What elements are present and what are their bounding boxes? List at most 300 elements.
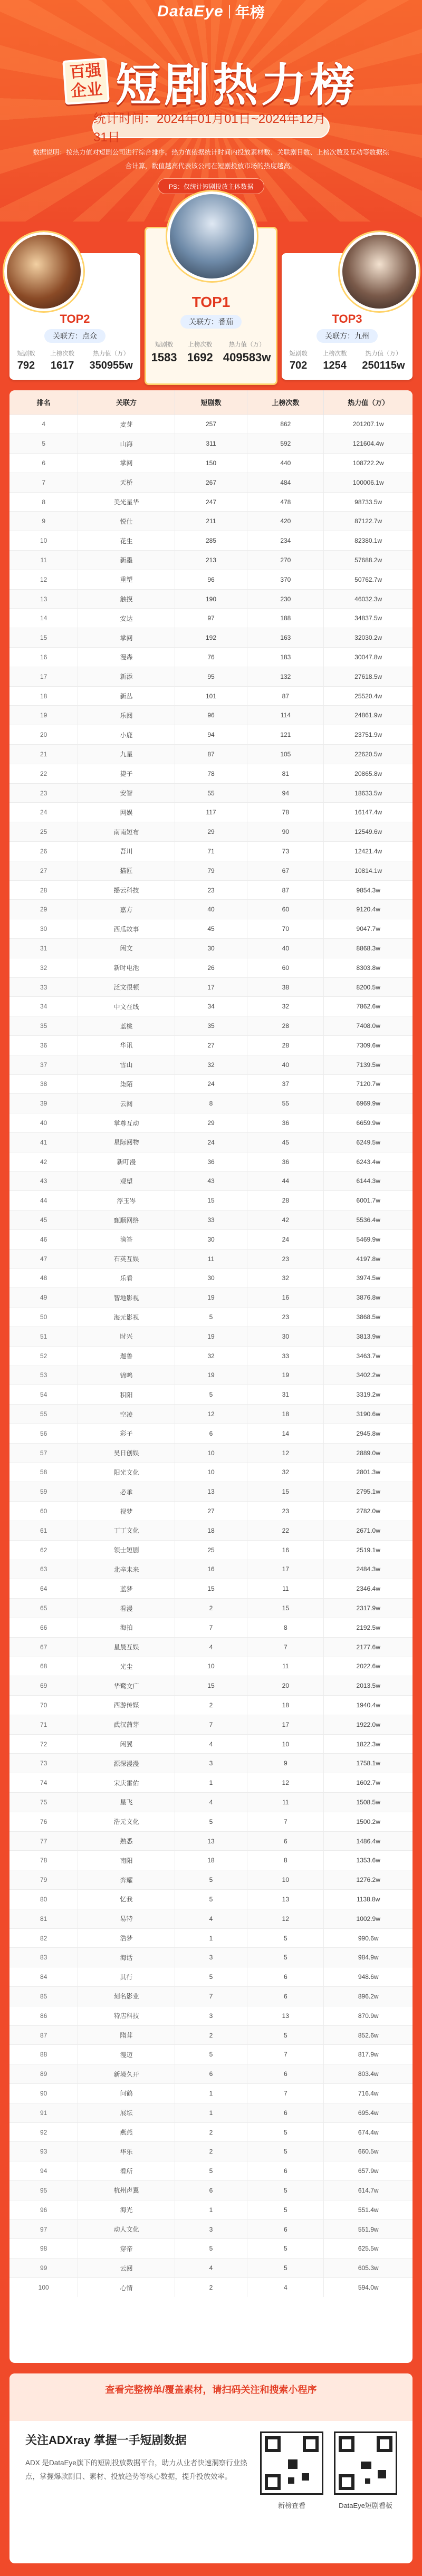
cell-ranks: 440 (247, 454, 324, 473)
cell-ranks: 230 (247, 589, 324, 609)
cell-dramas: 24 (175, 1074, 247, 1094)
cell-rank: 99 (9, 2258, 78, 2278)
cell-dramas: 10 (175, 1443, 247, 1463)
cell-company: 掌阅 (78, 628, 175, 648)
table-row (9, 2142, 413, 2161)
cell-rank: 10 (9, 531, 78, 551)
cell-heat: 34837.5w (324, 609, 413, 628)
table-row (9, 1676, 413, 1696)
cell-company: 天桥 (78, 473, 175, 492)
cell-company: 视梦 (78, 1502, 175, 1521)
cell-company: 海话 (78, 1948, 175, 1967)
cell-rank: 39 (9, 1094, 78, 1113)
cell-dramas: 213 (175, 551, 247, 570)
cell-ranks: 16 (247, 1288, 324, 1308)
cell-rank: 68 (9, 1657, 78, 1676)
cell-rank: 45 (9, 1210, 78, 1230)
cell-company: 闲文 (78, 939, 175, 958)
cell-heat: 594.0w (324, 2278, 413, 2298)
cell-heat: 605.3w (324, 2258, 413, 2278)
cell-heat: 990.6w (324, 1928, 413, 1948)
cell-dramas: 1 (175, 1773, 247, 1793)
cell-company: 西瓜故事 (78, 919, 175, 939)
cell-company: 彩子 (78, 1424, 175, 1443)
cell-rank: 26 (9, 842, 78, 861)
cell-heat: 57688.2w (324, 551, 413, 570)
cell-dramas: 1 (175, 2103, 247, 2122)
top1-stats (146, 340, 276, 364)
cell-company: 易特 (78, 1909, 175, 1928)
cell-ranks: 114 (247, 706, 324, 725)
cell-dramas: 33 (175, 1210, 247, 1230)
cell-company: 浩元文化 (78, 1812, 175, 1831)
cell-heat: 12421.4w (324, 842, 413, 861)
table-row (9, 1074, 413, 1094)
cell-dramas: 30 (175, 939, 247, 958)
cell-rank: 85 (9, 1987, 78, 2006)
cell-ranks: 28 (247, 1191, 324, 1210)
cell-company: 隋茸 (78, 2025, 175, 2045)
cell-company: 忆我 (78, 1890, 175, 1909)
cell-dramas: 16 (175, 1560, 247, 1579)
cell-dramas: 79 (175, 861, 247, 880)
cell-company: 观望 (78, 1171, 175, 1191)
cell-rank: 17 (9, 667, 78, 686)
cell-company: 柒陌 (78, 1074, 175, 1094)
cell-rank: 63 (9, 1560, 78, 1579)
cell-heat: 1002.9w (324, 1909, 413, 1928)
cell-ranks: 592 (247, 434, 324, 454)
cell-ranks: 14 (247, 1424, 324, 1443)
cell-company: 华乐 (78, 2142, 175, 2161)
table-row (9, 880, 413, 900)
cell-dramas: 11 (175, 1249, 247, 1268)
cell-ranks: 13 (247, 1890, 324, 1909)
cell-rank: 19 (9, 706, 78, 725)
cell-ranks: 234 (247, 531, 324, 551)
cell-company: 泛文很顿 (78, 977, 175, 997)
cell-ranks: 60 (247, 958, 324, 977)
cell-company: 花生 (78, 531, 175, 551)
cell-rank: 49 (9, 1288, 78, 1308)
cell-company: 心情 (78, 2278, 175, 2298)
top2-stats (9, 349, 140, 372)
cell-ranks: 478 (247, 492, 324, 512)
cell-heat: 1138.8w (324, 1890, 413, 1909)
table-header-row (9, 390, 413, 415)
qr2-caption: DataEye短剧看板 (339, 2502, 392, 2510)
cell-ranks: 44 (247, 1171, 324, 1191)
cell-ranks: 270 (247, 551, 324, 570)
top1-company-name: 番茄 (218, 318, 233, 326)
cell-company: 安智 (78, 783, 175, 803)
cell-heat: 2192.5w (324, 1618, 413, 1637)
cell-ranks: 6 (247, 1831, 324, 1851)
table-row (9, 2025, 413, 2045)
cell-rank: 27 (9, 861, 78, 880)
cell-rank: 29 (9, 900, 78, 919)
cell-ranks: 6 (247, 2064, 324, 2084)
table-row (9, 1909, 413, 1928)
cell-heat: 82380.1w (324, 531, 413, 551)
table-row (9, 1113, 413, 1133)
top2-company (44, 329, 106, 343)
brand-tag: 年榜 (235, 4, 265, 21)
cell-ranks: 67 (247, 861, 324, 880)
cell-ranks: 94 (247, 783, 324, 803)
brand-separator (229, 5, 230, 18)
cell-heat: 716.4w (324, 2084, 413, 2103)
cell-heat: 5469.9w (324, 1229, 413, 1249)
cell-rank: 94 (9, 2161, 78, 2181)
cell-company: 漫森 (78, 648, 175, 667)
footer-strip-text: 查看完整榜单/覆盖素材，请扫码关注和搜索小程序 (105, 2385, 317, 2395)
cell-heat: 2889.0w (324, 1443, 413, 1463)
cell-heat: 2671.0w (324, 1521, 413, 1540)
cell-ranks: 55 (247, 1094, 324, 1113)
cell-company: 漫迈 (78, 2045, 175, 2064)
cell-company: 星际阅物 (78, 1132, 175, 1152)
cell-dramas: 55 (175, 783, 247, 803)
cell-heat: 23751.9w (324, 725, 413, 745)
cell-rank: 11 (9, 551, 78, 570)
table-row (9, 1210, 413, 1230)
cell-heat: 201207.1w (324, 415, 413, 434)
top3-ranks-value: 1254 (323, 360, 347, 371)
cell-company: 嘉方 (78, 900, 175, 919)
top2-ranks-value: 1617 (50, 360, 74, 371)
cell-dramas: 29 (175, 1113, 247, 1133)
cell-heat: 657.9w (324, 2161, 413, 2181)
cell-dramas: 3 (175, 2219, 247, 2239)
cell-company: 宋庆雷佑 (78, 1773, 175, 1793)
cell-ranks: 40 (247, 1055, 324, 1074)
cell-ranks: 42 (247, 1210, 324, 1230)
cell-ranks: 183 (247, 648, 324, 667)
cell-rank: 72 (9, 1734, 78, 1754)
cell-company: 蓝梦 (78, 1579, 175, 1599)
cell-dramas: 13 (175, 1831, 247, 1851)
cell-ranks: 6 (247, 2161, 324, 2181)
cell-heat: 3974.5w (324, 1268, 413, 1288)
cell-dramas: 7 (175, 1987, 247, 2006)
cell-ranks: 17 (247, 1715, 324, 1734)
cell-company: 海元影视 (78, 1308, 175, 1327)
cell-ranks: 31 (247, 1385, 324, 1405)
cell-company: 南阳 (78, 1851, 175, 1870)
top3-dramas-value: 702 (289, 360, 308, 371)
cell-dramas: 2 (175, 2122, 247, 2142)
cell-dramas: 87 (175, 745, 247, 764)
cell-dramas: 6 (175, 2064, 247, 2084)
cell-company: 石英互娱 (78, 1249, 175, 1268)
cell-ranks: 38 (247, 977, 324, 997)
top1-heat-value: 409583w (223, 351, 271, 364)
cell-heat: 2795.1w (324, 1482, 413, 1502)
cell-ranks: 20 (247, 1676, 324, 1696)
cell-dramas: 24 (175, 1132, 247, 1152)
cell-heat: 2013.5w (324, 1676, 413, 1696)
cell-company: 阳光文化 (78, 1463, 175, 1482)
table-row (9, 1579, 413, 1599)
table-row (9, 958, 413, 977)
cell-heat: 22620.5w (324, 745, 413, 764)
cell-rank: 42 (9, 1152, 78, 1171)
cell-rank: 21 (9, 745, 78, 764)
cell-company: 浩梦 (78, 1928, 175, 1948)
cell-ranks: 10 (247, 1870, 324, 1890)
table-row (9, 1773, 413, 1793)
table-row (9, 1405, 413, 1424)
table-row (9, 861, 413, 880)
cell-ranks: 37 (247, 1074, 324, 1094)
cell-company: 中文在线 (78, 997, 175, 1016)
cell-heat: 32030.2w (324, 628, 413, 648)
cell-company: 展坛 (78, 2103, 175, 2122)
cell-dramas: 26 (175, 958, 247, 977)
table-row (9, 570, 413, 589)
cell-rank: 81 (9, 1909, 78, 1928)
top2-heat-label: 热力值（万） (93, 351, 130, 357)
cell-company: 华讯 (78, 1036, 175, 1055)
top3-poster (340, 232, 419, 311)
top2-rank-label: TOP2 (60, 312, 90, 325)
cell-rank: 71 (9, 1715, 78, 1734)
qr-icon (334, 2431, 397, 2495)
title-main: 短剧热力榜 (116, 60, 358, 111)
cell-company: 云阅 (78, 1094, 175, 1113)
cell-ranks: 30 (247, 1327, 324, 1346)
cell-rank: 91 (9, 2103, 78, 2122)
cell-heat: 660.5w (324, 2142, 413, 2161)
top3-ranks-label: 上榜次数 (322, 351, 347, 357)
header-company: 关联方 (78, 390, 175, 415)
cell-heat: 3868.5w (324, 1308, 413, 1327)
table-row (9, 2084, 413, 2103)
cell-company: 迦鲁 (78, 1346, 175, 1366)
cell-ranks: 15 (247, 1599, 324, 1618)
cell-ranks: 12 (247, 1773, 324, 1793)
cell-dramas: 76 (175, 648, 247, 667)
cell-heat: 2782.0w (324, 1502, 413, 1521)
cell-heat: 10814.1w (324, 861, 413, 880)
cell-ranks: 8 (247, 1851, 324, 1870)
cell-company: 安达 (78, 609, 175, 628)
cell-heat: 551.9w (324, 2219, 413, 2239)
table-row (9, 1268, 413, 1288)
cell-rank: 16 (9, 648, 78, 667)
top2-company-prefix: 关联方： (53, 332, 82, 340)
cell-heat: 1508.5w (324, 1793, 413, 1812)
cell-dramas: 3 (175, 1754, 247, 1773)
cell-heat: 2945.8w (324, 1424, 413, 1443)
table-row (9, 725, 413, 745)
top1-rank-label: TOP1 (191, 294, 231, 310)
cell-heat: 1758.1w (324, 1754, 413, 1773)
cell-heat: 1276.2w (324, 1870, 413, 1890)
cell-rank: 31 (9, 939, 78, 958)
cell-rank: 44 (9, 1191, 78, 1210)
cell-rank: 7 (9, 473, 78, 492)
cell-dramas: 19 (175, 1288, 247, 1308)
footer-card (9, 2373, 413, 2563)
cell-ranks: 5 (247, 2142, 324, 2161)
cell-rank: 8 (9, 492, 78, 512)
cell-rank: 52 (9, 1346, 78, 1366)
top3-company-prefix: 关联方： (325, 332, 354, 340)
cell-rank: 55 (9, 1405, 78, 1424)
table-row (9, 415, 413, 434)
cell-company: 丁丁文化 (78, 1521, 175, 1540)
cell-dramas: 2 (175, 2142, 247, 2161)
cell-dramas: 5 (175, 2161, 247, 2181)
cell-ranks: 188 (247, 609, 324, 628)
ranking-table-card (9, 390, 413, 2363)
table-row (9, 531, 413, 551)
cell-ranks: 862 (247, 415, 324, 434)
cell-rank: 18 (9, 686, 78, 706)
cell-ranks: 22 (247, 1521, 324, 1540)
table-row (9, 609, 413, 628)
cell-dramas: 190 (175, 589, 247, 609)
cell-rank: 23 (9, 783, 78, 803)
top2-dramas-label: 短剧数 (17, 351, 35, 357)
cell-rank: 100 (9, 2278, 78, 2298)
cell-rank: 87 (9, 2025, 78, 2045)
cell-dramas: 4 (175, 1734, 247, 1754)
cell-heat: 2022.6w (324, 1657, 413, 1676)
cell-rank: 82 (9, 1928, 78, 1948)
cell-ranks: 7 (247, 2045, 324, 2064)
cell-ranks: 87 (247, 880, 324, 900)
cell-ranks: 121 (247, 725, 324, 745)
cell-company: 麦芽 (78, 415, 175, 434)
cell-heat: 803.4w (324, 2064, 413, 2084)
cell-dramas: 192 (175, 628, 247, 648)
cell-dramas: 95 (175, 667, 247, 686)
table-row (9, 1851, 413, 1870)
cell-heat: 3876.8w (324, 1288, 413, 1308)
header-heat: 热力值（万） (324, 390, 413, 415)
cell-dramas: 96 (175, 570, 247, 589)
table-row (9, 1424, 413, 1443)
cell-heat: 6659.9w (324, 1113, 413, 1133)
top2-company-name: 点众 (82, 332, 97, 340)
cell-heat: 100006.1w (324, 473, 413, 492)
cell-dramas: 5 (175, 2239, 247, 2258)
cell-company: 锦鸣 (78, 1366, 175, 1385)
cell-heat: 2801.3w (324, 1463, 413, 1482)
header-rank: 排名 (9, 390, 78, 415)
qr-code-2[interactable] (331, 2431, 400, 2510)
page-title (0, 49, 422, 114)
cell-dramas: 2 (175, 2278, 247, 2298)
cell-ranks: 23 (247, 1249, 324, 1268)
cell-company: 弈耀 (78, 1870, 175, 1890)
top3-rank-label: TOP3 (332, 312, 362, 325)
cell-heat: 98733.5w (324, 492, 413, 512)
cell-heat: 1822.3w (324, 1734, 413, 1754)
cell-ranks: 33 (247, 1346, 324, 1366)
cell-dramas: 4 (175, 1637, 247, 1657)
cell-company: 时兴 (78, 1327, 175, 1346)
table-row (9, 1928, 413, 1948)
table-row (9, 2006, 413, 2025)
qr-code-1[interactable] (257, 2431, 326, 2510)
cell-ranks: 484 (247, 473, 324, 492)
cell-company: 星飞 (78, 1793, 175, 1812)
cell-heat: 3813.9w (324, 1327, 413, 1346)
cell-company: 西游传媒 (78, 1696, 175, 1715)
table-row (9, 1599, 413, 1618)
cell-dramas: 71 (175, 842, 247, 861)
cell-rank: 12 (9, 570, 78, 589)
podium-top1-card (145, 227, 277, 385)
footer-strip (9, 2373, 413, 2421)
cell-company: 滴答 (78, 1229, 175, 1249)
cell-ranks: 370 (247, 570, 324, 589)
cell-heat: 614.7w (324, 2181, 413, 2200)
table-row (9, 2278, 413, 2298)
cell-heat: 3190.6w (324, 1405, 413, 1424)
cell-company: 触摸 (78, 589, 175, 609)
cell-ranks: 32 (247, 997, 324, 1016)
cell-heat: 3402.2w (324, 1366, 413, 1385)
cell-heat: 6144.3w (324, 1171, 413, 1191)
cell-dramas: 2 (175, 1599, 247, 1618)
badge-line1: 百强 (69, 61, 102, 82)
cell-dramas: 4 (175, 2258, 247, 2278)
title-badge (62, 57, 110, 105)
cell-heat: 852.6w (324, 2025, 413, 2045)
table-row (9, 803, 413, 822)
cell-rank: 35 (9, 1016, 78, 1036)
top3-stats (282, 349, 413, 372)
cell-ranks: 40 (247, 939, 324, 958)
cell-dramas: 10 (175, 1657, 247, 1676)
cell-ranks: 32 (247, 1268, 324, 1288)
cell-ranks: 5 (247, 2181, 324, 2200)
cell-dramas: 211 (175, 512, 247, 531)
cell-company: 星晨互娱 (78, 1637, 175, 1657)
cell-dramas: 30 (175, 1268, 247, 1288)
cell-ranks: 7 (247, 1637, 324, 1657)
top3-heat-value: 250115w (362, 360, 405, 371)
cell-company: 空凌 (78, 1405, 175, 1424)
cell-dramas: 32 (175, 1346, 247, 1366)
cell-rank: 48 (9, 1268, 78, 1288)
cell-rank: 33 (9, 977, 78, 997)
cell-company: 武汉蒲芽 (78, 1715, 175, 1734)
table-row (9, 1346, 413, 1366)
cell-rank: 84 (9, 1967, 78, 1987)
cell-ranks: 23 (247, 1502, 324, 1521)
cell-company: 源深漫漫 (78, 1754, 175, 1773)
cell-rank: 77 (9, 1831, 78, 1851)
description-note: PS：仅统计短剧投放主体数据 (158, 178, 264, 194)
table-row (9, 492, 413, 512)
cell-ranks: 6 (247, 1967, 324, 1987)
cell-company: 网娱 (78, 803, 175, 822)
table-row (9, 1754, 413, 1773)
cell-rank: 46 (9, 1229, 78, 1249)
cell-dramas: 15 (175, 1676, 247, 1696)
table-row (9, 764, 413, 783)
table-row (9, 977, 413, 997)
table-row (9, 2103, 413, 2122)
cell-heat: 7862.6w (324, 997, 413, 1016)
table-row (9, 1521, 413, 1540)
